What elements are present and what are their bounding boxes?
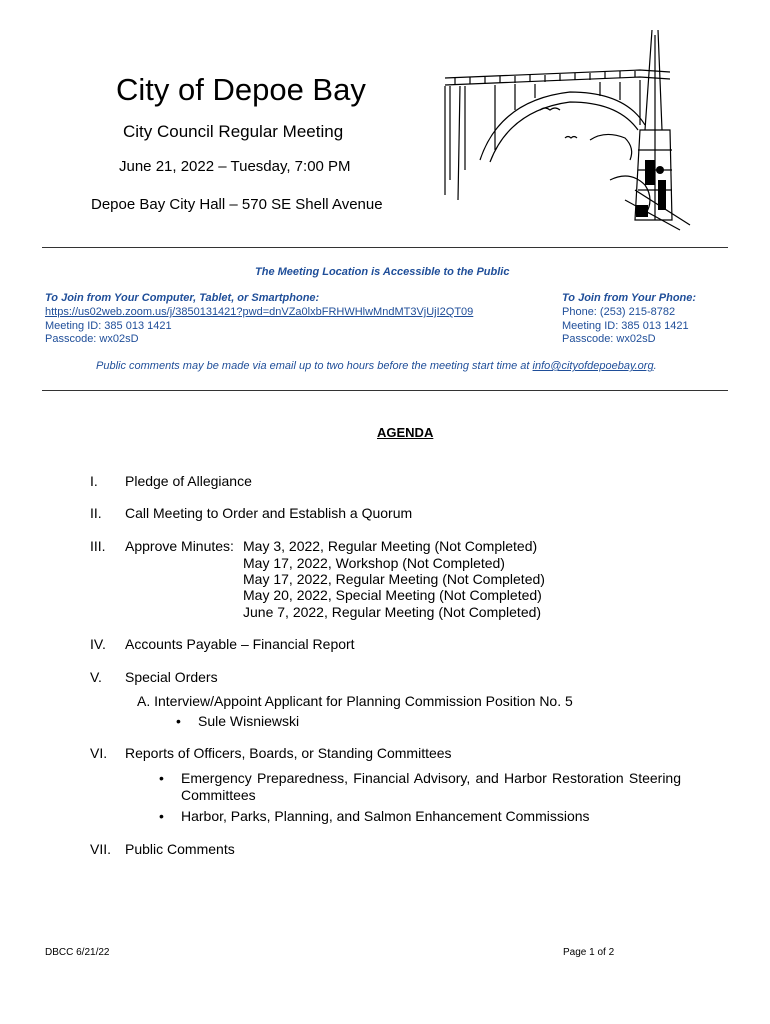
footer-doc-code: DBCC 6/21/22 — [45, 947, 110, 958]
minutes-entry: May 3, 2022, Regular Meeting (Not Completed) — [243, 538, 538, 554]
comments-suffix: . — [653, 360, 657, 372]
accessible-note: The Meeting Location is Accessible to the Public — [255, 266, 510, 278]
header-divider — [42, 247, 728, 248]
agenda-item-reports: Reports of Officers, Boards, or Standing Committees — [125, 745, 452, 761]
meeting-type: City Council Regular Meeting — [123, 122, 344, 141]
minutes-entry: May 17, 2022, Workshop (Not Completed) — [243, 555, 505, 571]
minutes-entry: May 20, 2022, Special Meeting (Not Completed) — [243, 587, 542, 603]
zoom-link[interactable]: https://us02web.zoom.us/j/3850131421?pwd=dnVZa0lxbFRHWHlwMndMT3VjUjI2QT09 — [45, 306, 474, 318]
agenda-heading: AGENDA — [377, 425, 434, 440]
agenda-item-number: VI. — [90, 745, 108, 761]
special-order-sub-a: A. Interview/Appoint Applicant for Planning Commission Position No. 5 — [137, 693, 573, 709]
agenda-item-call-to-order: Call Meeting to Order and Establish a Quorum — [125, 505, 413, 521]
report-item: Harbor, Parks, Planning, and Salmon Enhancement Commissions — [181, 808, 590, 824]
city-title: City of Depoe Bay — [116, 72, 366, 107]
bridge-illustration — [440, 30, 710, 235]
agenda-item-approve-minutes: Approve Minutes: — [125, 538, 234, 554]
computer-meeting-id: Meeting ID: 385 013 1421 — [45, 320, 172, 332]
phone-passcode: Passcode: wx02sD — [562, 333, 656, 345]
minutes-entry: June 7, 2022, Regular Meeting (Not Completed) — [243, 604, 542, 620]
comments-prefix: Public comments may be made via email up to two hours before the meeting start time at — [96, 360, 533, 372]
meeting-location: Depoe Bay City Hall – 570 SE Shell Avenue — [91, 196, 383, 213]
computer-join-heading: To Join from Your Computer, Tablet, or Smartphone: — [45, 292, 320, 304]
agenda-item-number: V. — [90, 669, 102, 685]
bullet-marker: • — [159, 808, 164, 824]
phone-meeting-id: Meeting ID: 385 013 1421 — [562, 320, 689, 332]
agenda-item-number: VII. — [90, 841, 112, 857]
agenda-item-accounts-payable: Accounts Payable – Financial Report — [125, 636, 355, 652]
phone-join-heading: To Join from Your Phone: — [562, 292, 697, 304]
public-comments-note — [96, 360, 657, 372]
bullet-marker: • — [159, 770, 164, 786]
agenda-item-pledge: Pledge of Allegiance — [125, 473, 252, 489]
computer-passcode: Passcode: wx02sD — [45, 333, 139, 345]
comments-email-link[interactable]: info@cityofdepoebay.org — [532, 360, 654, 372]
bullet-marker: • — [176, 713, 181, 729]
report-item-continued: Committees — [181, 787, 256, 803]
agenda-item-number: I. — [90, 473, 98, 489]
report-item: Emergency Preparedness, Financial Advisory, and Harbor Restoration Steering — [181, 770, 681, 786]
agenda-item-special-orders: Special Orders — [125, 669, 218, 685]
access-divider — [42, 390, 728, 391]
phone-number: Phone: (253) 215-8782 — [562, 306, 676, 318]
agenda-item-number: III. — [90, 538, 106, 554]
minutes-entry: May 17, 2022, Regular Meeting (Not Completed) — [243, 571, 545, 587]
agenda-item-public-comments: Public Comments — [125, 841, 235, 857]
meeting-date: June 21, 2022 – Tuesday, 7:00 PM — [119, 158, 351, 175]
agenda-item-number: II. — [90, 505, 102, 521]
footer-page-number: Page 1 of 2 — [563, 947, 615, 958]
applicant-name: Sule Wisniewski — [198, 713, 300, 729]
agenda-item-number: IV. — [90, 636, 106, 652]
